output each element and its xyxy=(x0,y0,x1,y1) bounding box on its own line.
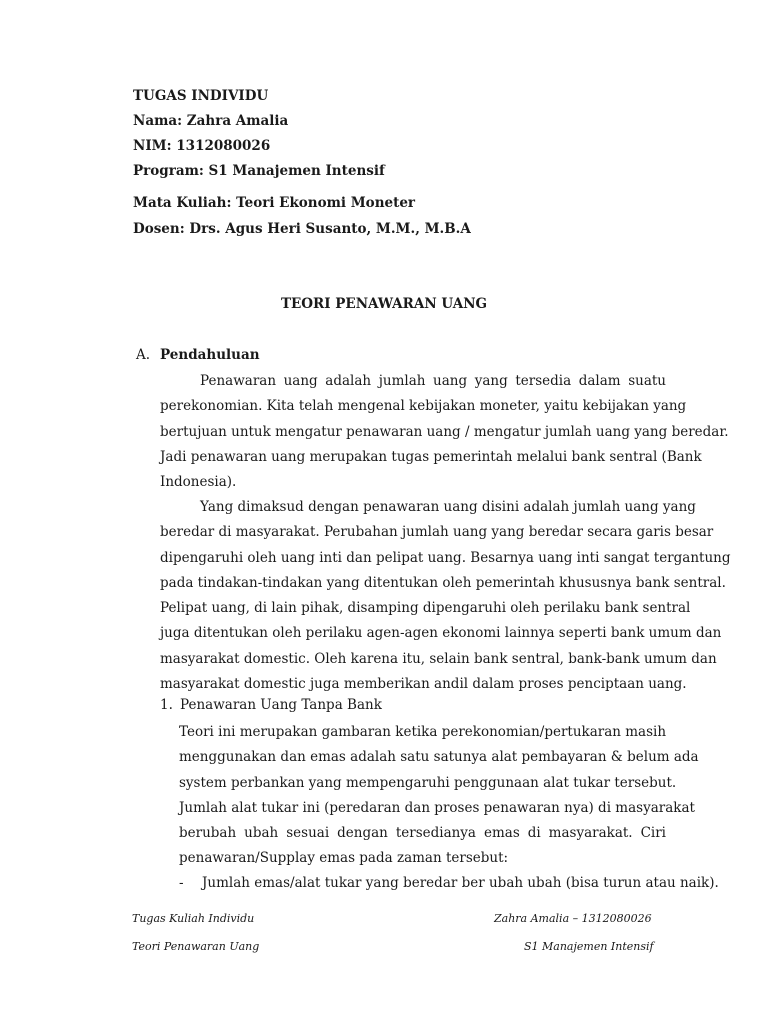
paragraph-line: masyarakat domestic. Oleh karena itu, selain bank sentral, bank-bank umum dan xyxy=(160,650,717,667)
paragraph-line: pada tindakan-tindakan yang ditentukan oleh pemerintah khususnya bank sentral. xyxy=(160,574,726,591)
paragraph-line: bertujuan untuk mengatur penawaran uang / mengatur jumlah uang yang beredar. xyxy=(160,423,729,440)
paragraph-subsection-1 xyxy=(179,720,699,872)
document-title: TEORI PENAWARAN UANG xyxy=(280,296,488,312)
header-lecturer: Dosen: Drs. Agus Heri Susanto, M.M., M.B.A xyxy=(133,221,471,237)
paragraph-intro-1 xyxy=(160,369,729,495)
footer-right-line1: Zahra Amalia – 1312080026 xyxy=(494,912,652,925)
paragraph-line: dipengaruhi oleh uang inti dan pelipat uang. Besarnya uang inti sangat tergantung xyxy=(160,549,731,566)
paragraph-line: beredar di masyarakat. Perubahan jumlah uang yang beredar secara garis besar xyxy=(160,524,714,541)
header-program: Program: S1 Manajemen Intensif xyxy=(133,163,385,179)
section-title: Pendahuluan xyxy=(160,347,260,363)
header-course: Mata Kuliah: Teori Ekonomi Moneter xyxy=(133,195,416,211)
footer-left-line2: Teori Penawaran Uang xyxy=(132,940,260,953)
section-letter: A. xyxy=(136,347,151,363)
paragraph-line: Jumlah alat tukar ini (peredaran dan proses penawaran nya) di masyarakat xyxy=(179,799,695,816)
footer-right-line2: S1 Manajemen Intensif xyxy=(524,940,654,953)
paragraph-intro-2 xyxy=(160,495,731,697)
paragraph-line: berubah ubah sesuai dengan tersedianya emas di masyarakat. Ciri xyxy=(179,825,666,842)
subsection-number: 1. xyxy=(160,697,173,713)
footer-left-line1: Tugas Kuliah Individu xyxy=(132,912,255,925)
paragraph-line: Jadi penawaran uang merupakan tugas pemerintah melalui bank sentral (Bank xyxy=(160,448,702,465)
paragraph-line: perekonomian. Kita telah mengenal kebijakan moneter, yaitu kebijakan yang xyxy=(160,398,687,415)
paragraph-line: menggunakan dan emas adalah satu satunya alat pembayaran & belum ada xyxy=(179,749,699,766)
bullet-marker: - xyxy=(179,875,184,891)
paragraph-line: Yang dimaksud dengan penawaran uang disini adalah jumlah uang yang xyxy=(200,499,696,515)
paragraph-line: Pelipat uang, di lain pihak, disamping dipengaruhi oleh perilaku bank sentral xyxy=(160,600,691,617)
subsection-title: Penawaran Uang Tanpa Bank xyxy=(180,697,382,713)
paragraph-line: Indonesia). xyxy=(160,474,237,491)
bullet-item: Jumlah emas/alat tukar yang beredar ber ubah ubah (bisa turun atau naik). xyxy=(202,875,719,891)
paragraph-line: system perbankan yang mempengaruhi penggunaan alat tukar tersebut. xyxy=(179,774,677,791)
paragraph-line: penawaran/Supplay emas pada zaman tersebut: xyxy=(179,850,509,867)
paragraph-line: Teori ini merupakan gambaran ketika perekonomian/pertukaran masih xyxy=(179,724,667,740)
paragraph-line: juga ditentukan oleh perilaku agen-agen ekonomi lainnya seperti bank umum dan xyxy=(160,625,722,642)
paragraph-line: Penawaran uang adalah jumlah uang yang tersedia dalam suatu xyxy=(200,373,666,389)
header-assignment-type: TUGAS INDIVIDU xyxy=(133,88,269,104)
header-student-name: Nama: Zahra Amalia xyxy=(133,113,289,129)
paragraph-line: masyarakat domestic juga memberikan andil dalam proses penciptaan uang. xyxy=(160,676,687,693)
header-student-id: NIM: 1312080026 xyxy=(133,138,271,154)
